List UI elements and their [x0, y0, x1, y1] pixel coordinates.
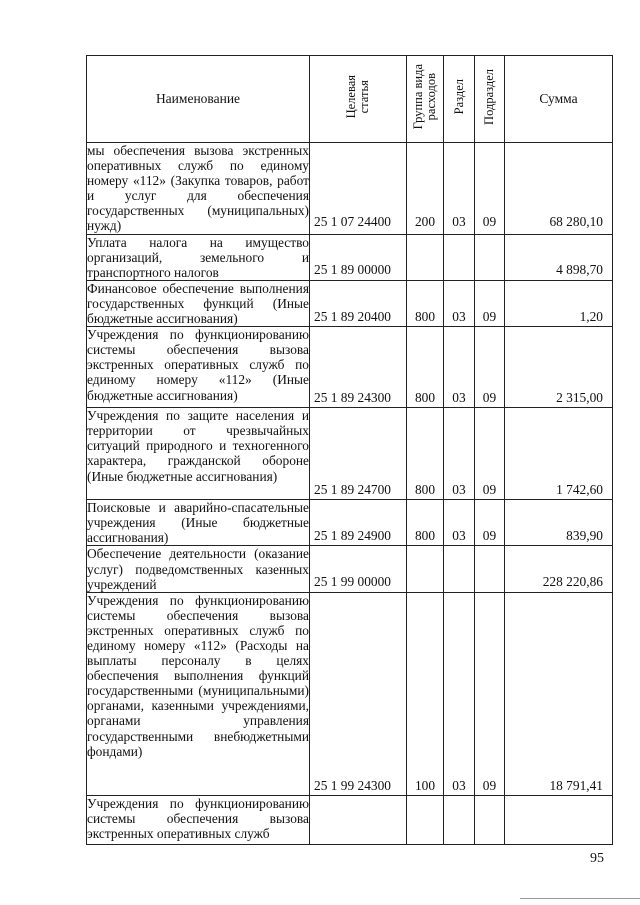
row-sum-value: 1 742,60 — [556, 482, 603, 498]
row-sum — [505, 592, 613, 795]
row-section — [444, 143, 475, 235]
row-expense-group-value: 200 — [414, 214, 436, 229]
row-sum — [505, 795, 613, 844]
row-section-value: 03 — [452, 390, 466, 406]
table-row — [87, 546, 613, 592]
row-subsection-value: 09 — [482, 390, 497, 406]
row-expense-group — [407, 280, 444, 326]
row-sum — [505, 500, 613, 546]
row-name — [87, 408, 310, 500]
table-row — [87, 234, 613, 280]
row-name-text: Учреждения по функционированию системы обеспечения вызова экстренных оперативных служб по единому номеру «112» (Расходы на выплаты персоналу в целях обеспечения выполнения функций государственными (муниципальными) органами, казенными учреждениями, органами управления государственными внебюджетными фондами) — [87, 592, 309, 759]
row-target-article-value: 25 1 07 24400 — [314, 214, 391, 229]
row-name-text: Учреждения по защите населения и территории от чрезвычайных ситуаций природного и техногенного характера, гражданской обороне (Иные бюджетные ассигнования) — [87, 408, 309, 484]
row-name-text: Учреждения по функционированию системы обеспечения вызова экстренных оперативных служб по единому номеру «112» (Иные бюджетные ассигнования) — [87, 327, 309, 403]
row-section — [444, 795, 475, 844]
row-sum — [505, 408, 613, 500]
row-target-article-value: 25 1 99 00000 — [314, 574, 391, 590]
table-row — [87, 795, 613, 844]
row-name-text: мы обеспечения вызова экстренных оперативных служб по единому номеру «112» (Закупка товаров, работ и услуг для обеспечения государственных (муниципальных) нужд) — [87, 143, 309, 234]
header-sum: Сумма — [505, 56, 613, 143]
footer-line — [520, 898, 640, 899]
row-target-article — [310, 234, 407, 280]
row-name — [87, 327, 310, 408]
table-row — [87, 408, 613, 500]
row-target-article — [310, 500, 407, 546]
row-expense-group — [407, 327, 444, 408]
row-expense-group-value: 100 — [414, 777, 436, 793]
row-name — [87, 795, 310, 844]
row-expense-group-value: 800 — [414, 308, 436, 324]
row-name-text: Уплата налога на имущество организаций, земельного и транспортного налогов — [87, 234, 309, 280]
row-subsection — [475, 280, 505, 326]
row-subsection — [475, 500, 505, 546]
row-name — [87, 592, 310, 795]
row-expense-group — [407, 795, 444, 844]
row-name — [87, 280, 310, 326]
row-subsection — [475, 234, 505, 280]
table-row — [87, 280, 613, 326]
row-subsection-value: 09 — [482, 528, 497, 544]
row-section — [444, 546, 475, 592]
row-sum — [505, 546, 613, 592]
row-sum — [505, 234, 613, 280]
row-name — [87, 234, 310, 280]
row-target-article-value: 25 1 89 00000 — [314, 261, 391, 277]
row-sum — [505, 143, 613, 235]
header-name: Наименование — [87, 56, 310, 143]
row-name — [87, 500, 310, 546]
row-name-text: Учреждения по функционированию системы обеспечения вызова экстренных оперативных служб — [87, 795, 309, 841]
row-sum-value: 1,20 — [579, 308, 603, 324]
row-sum-value: 18 791,41 — [549, 777, 603, 793]
row-sum — [505, 280, 613, 326]
row-subsection-value: 09 — [482, 214, 497, 229]
row-subsection — [475, 143, 505, 235]
table-header-row — [87, 56, 613, 143]
row-subsection — [475, 546, 505, 592]
row-sum — [505, 327, 613, 408]
row-subsection — [475, 795, 505, 844]
row-subsection-value: 09 — [482, 308, 497, 324]
row-expense-group-value: 800 — [414, 482, 436, 498]
row-sum-value: 4 898,70 — [556, 261, 603, 277]
row-section — [444, 280, 475, 326]
row-expense-group — [407, 546, 444, 592]
row-subsection — [475, 327, 505, 408]
row-name-text: Обеспечение деятельности (оказание услуг) подведомственных казенных учреждений — [87, 546, 309, 592]
row-expense-group — [407, 408, 444, 500]
header-section: Раздел — [444, 56, 475, 143]
row-subsection-value: 09 — [482, 777, 497, 793]
row-section — [444, 500, 475, 546]
table-row — [87, 592, 613, 795]
row-target-article — [310, 408, 407, 500]
row-expense-group-value: 800 — [414, 390, 436, 406]
row-sum-value: 228 220,86 — [542, 574, 603, 590]
row-target-article — [310, 795, 407, 844]
row-sum-value: 68 280,10 — [549, 214, 603, 229]
page-number: 95 — [590, 851, 604, 866]
row-section-value: 03 — [452, 528, 466, 544]
row-subsection — [475, 408, 505, 500]
row-target-article — [310, 546, 407, 592]
row-sum-value: 2 315,00 — [556, 390, 603, 406]
row-section-value: 03 — [452, 308, 466, 324]
row-expense-group — [407, 143, 444, 235]
row-name — [87, 546, 310, 592]
header-subsection: Подраздел — [475, 56, 505, 143]
row-target-article — [310, 280, 407, 326]
row-expense-group-value: 800 — [414, 528, 436, 544]
row-target-article-value: 25 1 99 24300 — [314, 777, 391, 793]
row-target-article-value: 25 1 89 24300 — [314, 390, 391, 406]
row-target-article — [310, 327, 407, 408]
row-name-text: Поисковые и аварийно-спасательные учреждения (Иные бюджетные ассигнования) — [87, 500, 309, 546]
row-section-value: 03 — [452, 482, 466, 498]
table-row — [87, 143, 613, 235]
row-target-article — [310, 592, 407, 795]
row-expense-group — [407, 234, 444, 280]
table-row — [87, 327, 613, 408]
row-subsection — [475, 592, 505, 795]
row-name — [87, 143, 310, 235]
row-subsection-value: 09 — [482, 482, 497, 498]
budget-table — [86, 55, 613, 845]
row-section — [444, 592, 475, 795]
row-target-article-value: 25 1 89 24900 — [314, 528, 391, 544]
row-expense-group — [407, 500, 444, 546]
row-section — [444, 327, 475, 408]
table-row — [87, 500, 613, 546]
row-section-value: 03 — [452, 777, 466, 793]
row-section — [444, 234, 475, 280]
header-expense-group: Группа вида расходов — [407, 56, 444, 143]
row-section-value: 03 — [452, 214, 466, 229]
row-sum-value: 839,90 — [566, 528, 603, 544]
header-target-article: Целевая статья — [310, 56, 407, 143]
row-section — [444, 408, 475, 500]
row-expense-group — [407, 592, 444, 795]
row-target-article-value: 25 1 89 24700 — [314, 482, 391, 498]
row-name-text: Финансовое обеспечение выполнения государственных функций (Иные бюджетные ассигнования) — [87, 280, 309, 327]
row-target-article-value: 25 1 89 20400 — [314, 308, 391, 324]
row-target-article — [310, 143, 407, 235]
